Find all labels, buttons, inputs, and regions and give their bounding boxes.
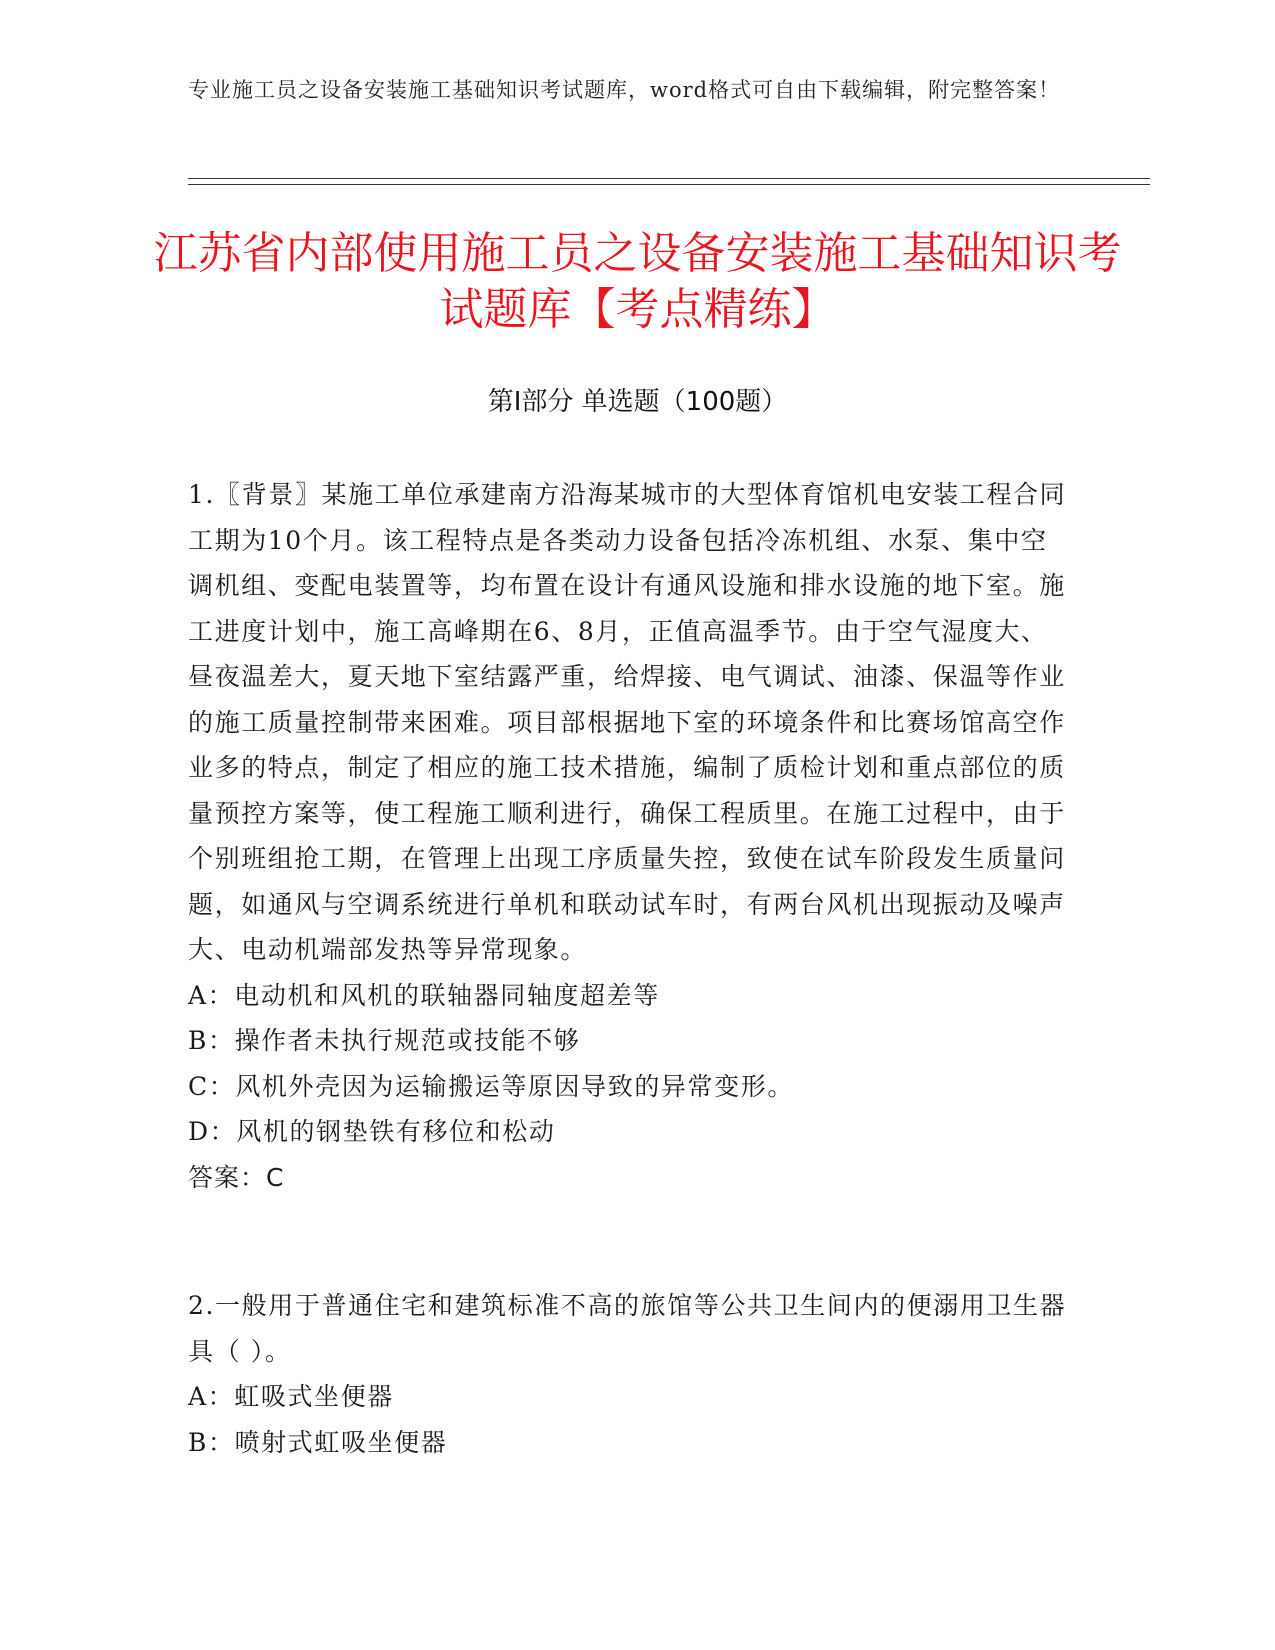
header-rule-top	[188, 178, 1150, 179]
answer: 答案：C	[188, 1162, 285, 1192]
option-b: B：操作者未执行规范或技能不够	[188, 1026, 581, 1055]
header-rule-bottom	[188, 184, 1150, 185]
question-2	[188, 1283, 1068, 1465]
question-text: 1.〖背景〗某施工单位承建南方沿海某城市的大型体育馆机电安装工程合同工期为10个月。该工程特点是各类动力设备包括冷冻机组、水泵、集中空调机组、变配电装置等，均布置在设计有通风设施和排水设施的地下室。施工进度计划中，施工高峰期在6、8月，正值高温季节。由于空气湿度大、昼夜温差大，夏天地下室结露严重，给焊接、电气调试、油漆、保温等作业的施工质量控制带来困难。项目部根据地下室的环境条件和比赛场馆高空作业多的特点，制定了相应的施工技术措施，编制了质检计划和重点部位的质量预控方案等，使工程施工顺利进行，确保工程质里。在施工过程中，由于个别班组抢工期，在管理上出现工序质量失控，致使在试车阶段发生质量问题，如通风与空调系统进行单机和联动试车时，有两台风机出现振动及噪声大、电动机端部发热等异常现象。	[188, 480, 1067, 964]
question-text: 2.一般用于普通住宅和建筑标准不高的旅馆等公共卫生间内的便溺用卫生器具（ ）。	[188, 1291, 1067, 1366]
option-d: D：风机的钢垫铁有移位和松动	[188, 1117, 556, 1146]
header-note: 专业施工员之设备安装施工基础知识考试题库，word格式可自由下载编辑，附完整答案！	[188, 78, 1061, 102]
section-heading: 第I部分 单选题（100题）	[487, 387, 788, 417]
question-1	[188, 472, 1068, 1200]
option-a: A：电动机和风机的联轴器同轴度超差等	[188, 980, 660, 1010]
option-b: B：喷射式虹吸坐便器	[188, 1427, 448, 1457]
document-title: 江苏省内部使用施工员之设备安装施工基础知识考试题库【考点精练】	[153, 228, 1122, 335]
option-c: C：风机外壳因为运输搬运等原因导致的异常变形。	[188, 1071, 794, 1101]
option-a: A：虹吸式坐便器	[188, 1382, 394, 1411]
